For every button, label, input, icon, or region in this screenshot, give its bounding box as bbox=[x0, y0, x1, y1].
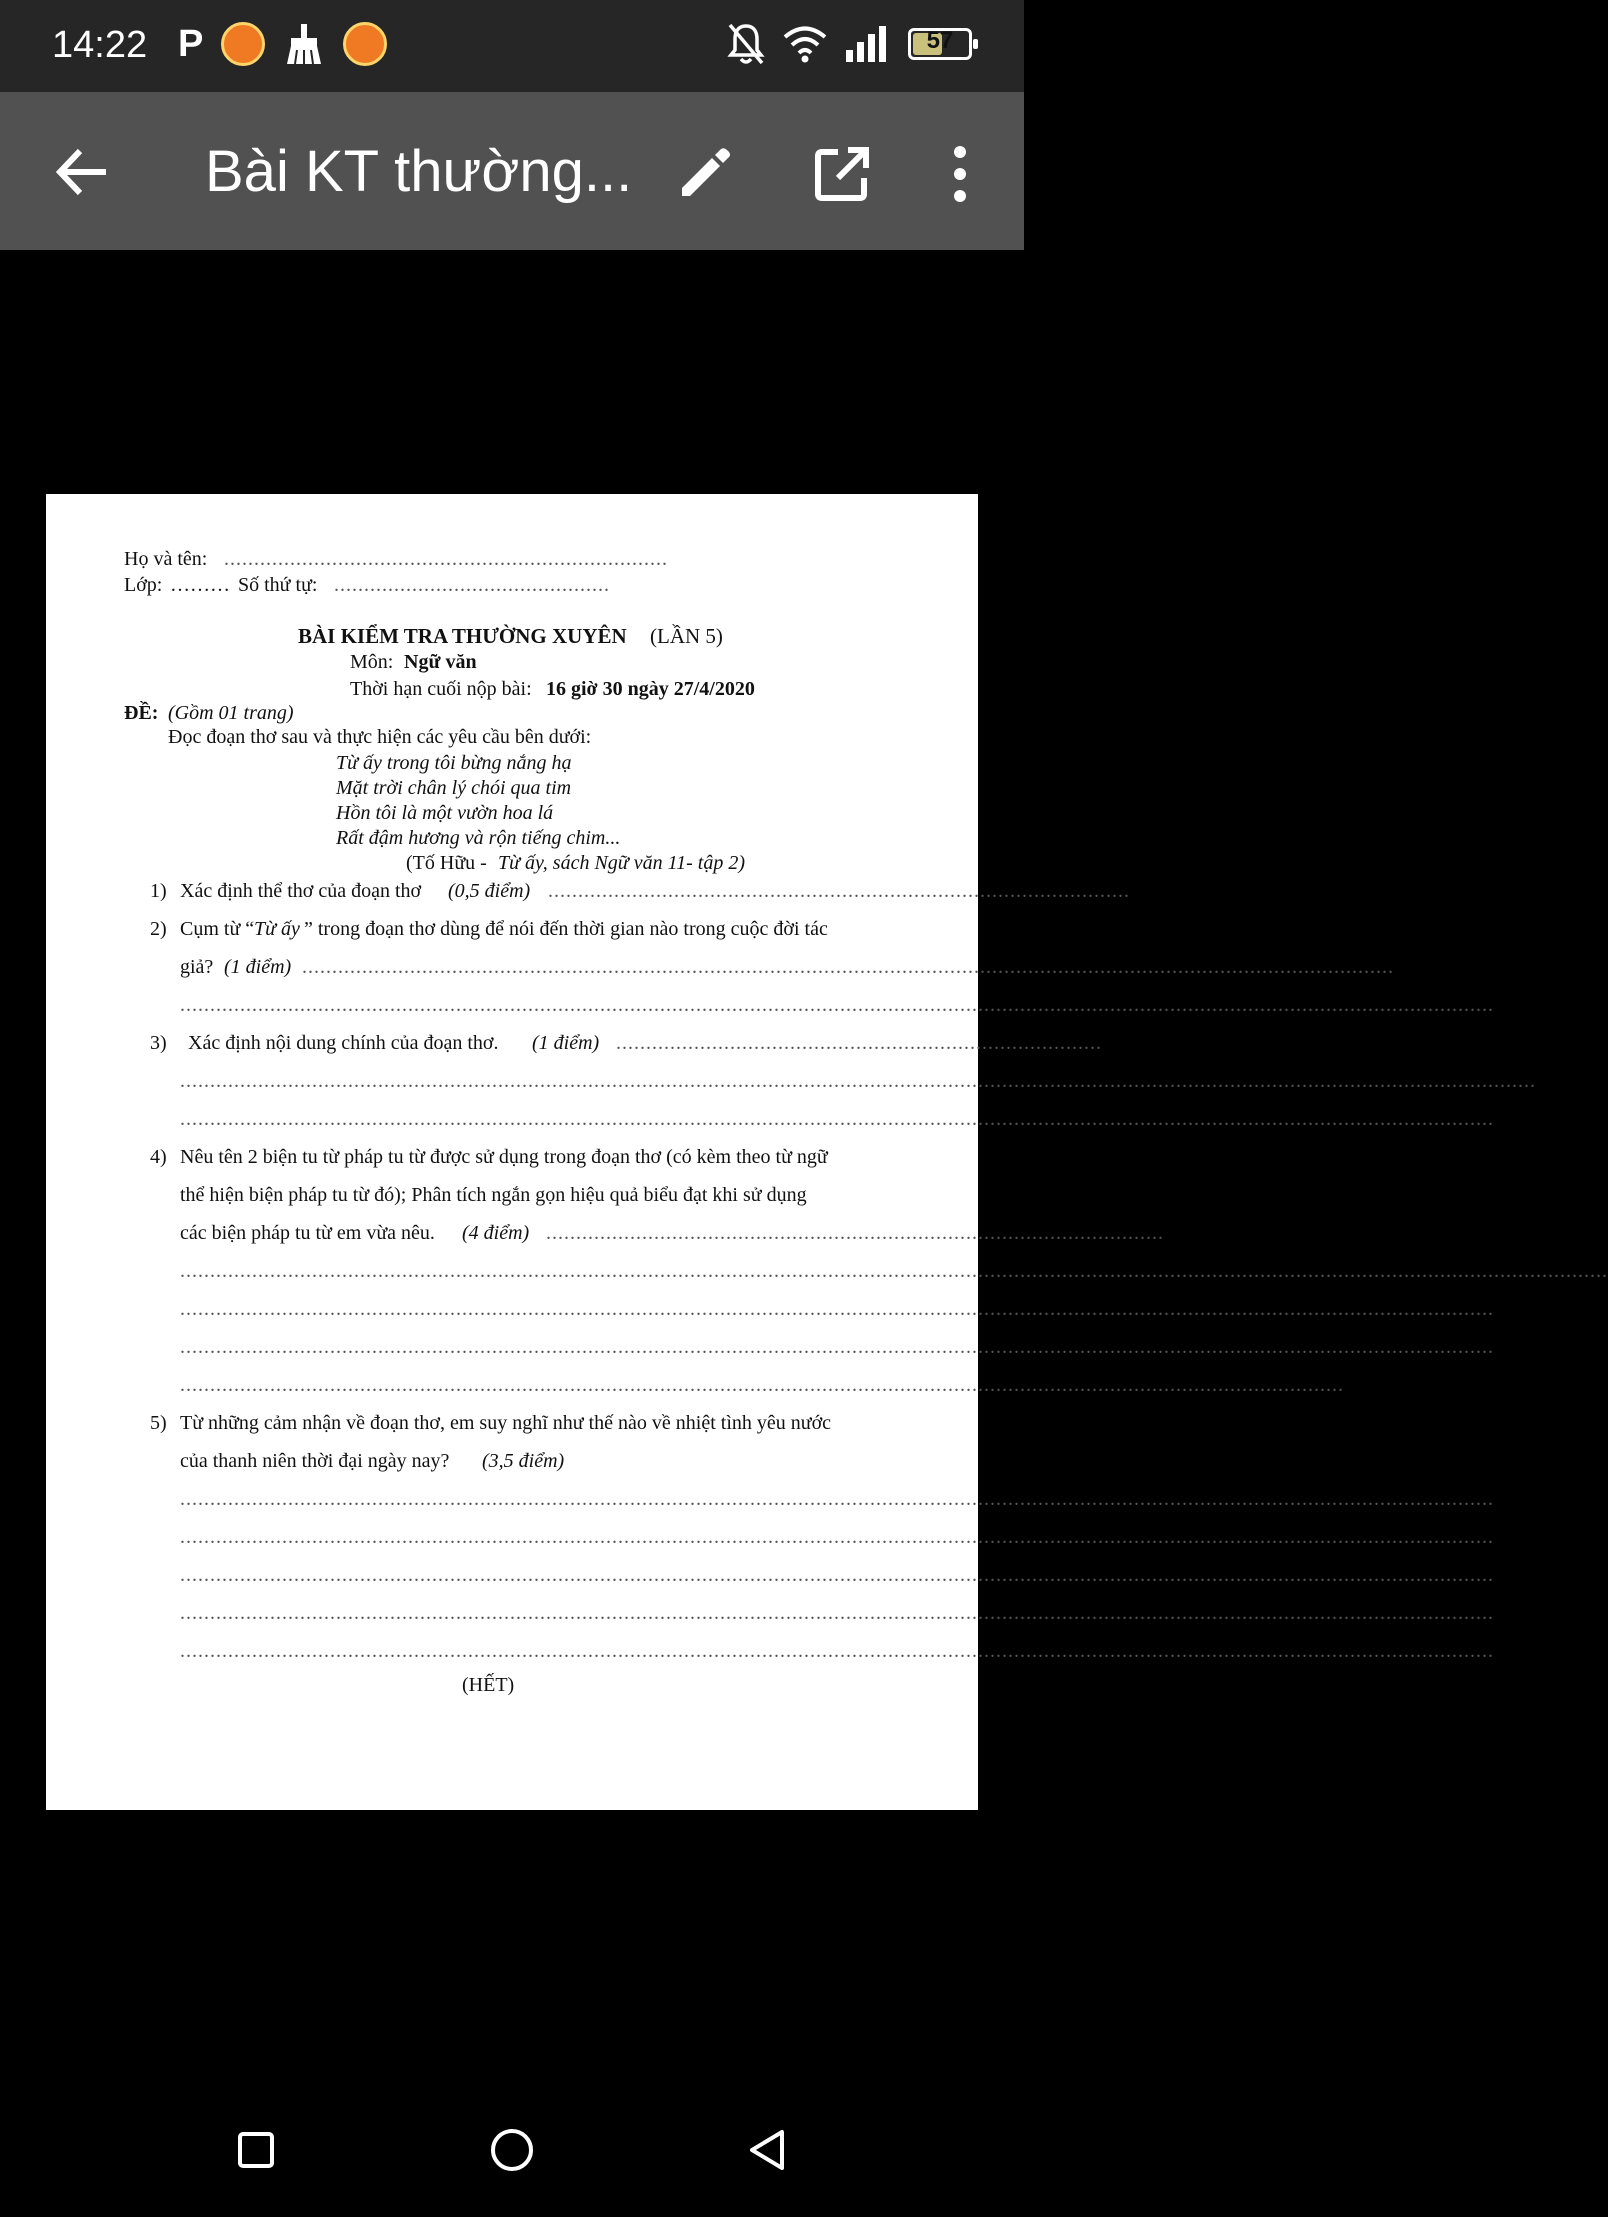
document-title: Bài KT thường... bbox=[205, 139, 633, 204]
battery-level: 57 bbox=[926, 27, 954, 54]
deadline-value: 16 giờ 30 ngày 27/4/2020 bbox=[546, 678, 755, 700]
question-1-points: (0,5 điểm) bbox=[448, 880, 531, 902]
document-page[interactable] bbox=[46, 494, 1608, 1810]
subject-value: Ngữ văn bbox=[404, 651, 477, 673]
answer-line: .............................................................................................................................................................................................................................................. bbox=[180, 1260, 1608, 1282]
class-field-blank: ……… bbox=[170, 574, 230, 596]
name-field-blank: .......................................................................... bbox=[224, 548, 668, 570]
mute-notifications-icon bbox=[726, 22, 766, 66]
cleaner-icon bbox=[283, 22, 325, 66]
back-triangle-icon[interactable] bbox=[738, 2120, 798, 2180]
class-field-label: Lớp: bbox=[124, 574, 163, 596]
answer-line: .................................................................................................................................................................................................................................. bbox=[180, 1070, 1536, 1092]
answer-line: ...................................................................................................................................................................................... bbox=[302, 956, 1394, 978]
question-4-line-1: Nêu tên 2 biện tu từ pháp tu từ được sử dụng trong đoạn thơ (có kèm theo từ ngữ bbox=[180, 1146, 828, 1168]
question-5-line-1: Từ những cảm nhận về đoạn thơ, em suy nghĩ như thế nào về nhiệt tình yêu nước bbox=[180, 1412, 832, 1434]
instruction-text: Đọc đoạn thơ sau và thực hiện các yêu cầu bên dưới: bbox=[168, 726, 592, 748]
question-number: 3) bbox=[150, 1032, 167, 1054]
question-3-points: (1 điểm) bbox=[532, 1032, 600, 1054]
answer-line: ........................................................................................................................................................................................................................... bbox=[180, 1602, 1494, 1624]
status-bar bbox=[0, 0, 1024, 92]
subject-label: Môn: bbox=[350, 651, 394, 673]
number-field-label: Số thứ tự: bbox=[238, 574, 318, 596]
number-field-blank: .............................................. bbox=[334, 574, 610, 596]
answer-line: ................................................................................. bbox=[616, 1032, 1102, 1054]
deadline-label: Thời hạn cuối nộp bài: bbox=[350, 678, 532, 700]
app-badge-icon bbox=[221, 22, 265, 66]
exam-title-suffix: (LẦN 5) bbox=[650, 624, 723, 648]
answer-line: ........................................................................................................................................................................................................................... bbox=[180, 1298, 1494, 1320]
question-1-text: Xác định thể thơ của đoạn thơ bbox=[180, 880, 422, 902]
more-options-button[interactable] bbox=[940, 142, 980, 206]
app-bar bbox=[0, 92, 1024, 250]
answer-line: ........................................................................................................................................................................................................................... bbox=[180, 1336, 1494, 1358]
status-time: 14:22 bbox=[52, 24, 148, 66]
status-left-icons bbox=[178, 22, 387, 66]
p-app-icon: P bbox=[178, 22, 204, 65]
poem-line: Từ ấy trong tôi bừng nắng hạ bbox=[336, 752, 572, 774]
de-label: ĐỀ: bbox=[124, 702, 159, 724]
poem-line: Hồn tôi là một vườn hoa lá bbox=[336, 802, 554, 824]
wifi-icon bbox=[782, 24, 828, 64]
question-3-text: Xác định nội dung chính của đoạn thơ. bbox=[188, 1032, 499, 1054]
poem-line: Mặt trời chân lý chói qua tim bbox=[336, 777, 572, 799]
exam-title: BÀI KIỂM TRA THƯỜNG XUYÊN bbox=[298, 624, 627, 648]
answer-line: ........................................................................................................................................................................................................................... bbox=[180, 1488, 1494, 1510]
answer-line: ................................................................................................. bbox=[548, 880, 1130, 902]
poem-line: Rất đậm hương và rộn tiếng chim... bbox=[336, 827, 621, 849]
end-label: (HẾT) bbox=[462, 1674, 515, 1696]
answer-line: ........................................................................................................................................................................................................................... bbox=[180, 1564, 1494, 1586]
status-right-icons bbox=[726, 22, 972, 66]
question-5-points: (3,5 điểm) bbox=[482, 1450, 565, 1472]
poem-source-author: (Tố Hữu - bbox=[406, 852, 487, 874]
name-field-label: Họ và tên: bbox=[124, 548, 208, 570]
de-note: (Gồm 01 trang) bbox=[168, 702, 294, 724]
question-number: 5) bbox=[150, 1412, 167, 1434]
answer-line: ....................................................................................................... bbox=[546, 1222, 1164, 1244]
app-badge-icon bbox=[343, 22, 387, 66]
open-external-button[interactable] bbox=[812, 144, 872, 204]
question-2-text-c: giả? bbox=[180, 956, 214, 978]
question-2-text-b: ” trong đoạn thơ dùng để nói đến thời gian nào trong cuộc đời tác bbox=[304, 918, 828, 940]
question-number: 1) bbox=[150, 880, 167, 902]
back-button[interactable] bbox=[52, 142, 112, 202]
question-4-line-2: thể hiện biện pháp tu từ đó); Phân tích ngắn gọn hiệu quả biểu đạt khi sử dụng bbox=[180, 1184, 807, 1206]
question-number: 2) bbox=[150, 918, 167, 940]
navigation-bar bbox=[0, 2090, 1024, 2217]
question-5-line-2: của thanh niên thời đại ngày nay? bbox=[180, 1450, 450, 1472]
answer-line: ........................................................................................................................................................................................................................... bbox=[180, 1526, 1494, 1548]
recents-square-icon[interactable] bbox=[226, 2120, 286, 2180]
edit-button[interactable] bbox=[674, 144, 734, 204]
answer-line: .................................................................................................................................................................................................. bbox=[180, 1374, 1344, 1396]
signal-icon bbox=[844, 24, 892, 64]
battery-icon bbox=[908, 28, 972, 60]
question-2-points: (1 điểm) bbox=[224, 956, 292, 978]
question-4-points: (4 điểm) bbox=[462, 1222, 530, 1244]
question-2-term: Từ ấy bbox=[254, 918, 300, 940]
question-4-line-3: các biện pháp tu từ em vừa nêu. bbox=[180, 1222, 435, 1244]
answer-line: ........................................................................................................................................................................................................................... bbox=[180, 1640, 1494, 1662]
question-number: 4) bbox=[150, 1146, 167, 1168]
home-circle-icon[interactable] bbox=[482, 2120, 542, 2180]
poem-source-work: Từ ấy, sách Ngữ văn 11- tập 2) bbox=[498, 852, 745, 874]
answer-line: ........................................................................................................................................................................................................................... bbox=[180, 1108, 1494, 1130]
answer-line: ........................................................................................................................................................................................................................... bbox=[180, 994, 1494, 1016]
question-2-text-a: Cụm từ “ bbox=[180, 918, 255, 940]
